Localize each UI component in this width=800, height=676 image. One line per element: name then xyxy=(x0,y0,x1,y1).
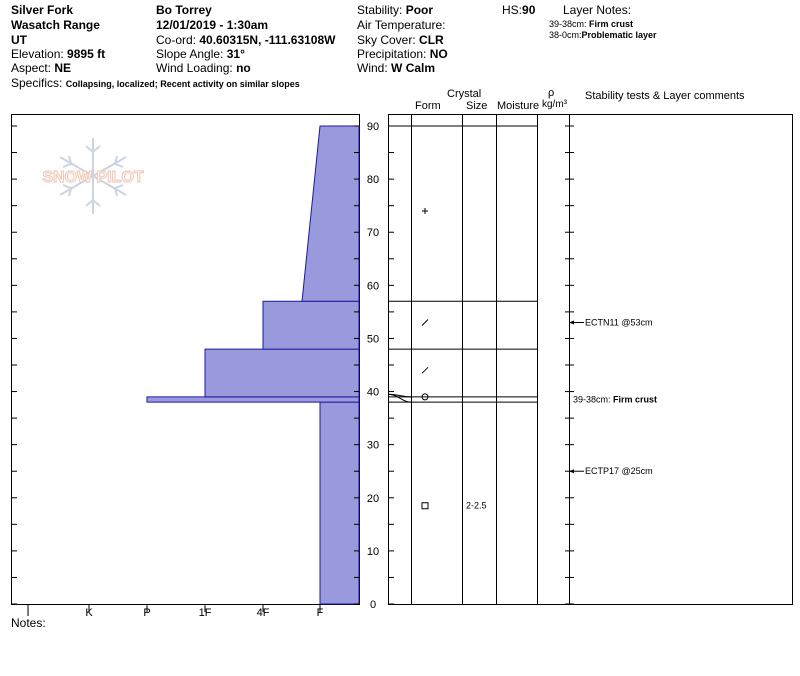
size-header: Size xyxy=(466,100,488,112)
x-tick-label: K xyxy=(85,607,93,619)
slope-value: 31° xyxy=(226,47,245,61)
location: Silver Fork xyxy=(11,3,74,17)
hardness-layer-bar xyxy=(263,301,359,349)
y-tick-label: 90 xyxy=(366,121,380,133)
elevation-value: 9895 ft xyxy=(67,47,106,61)
state: UT xyxy=(11,33,27,47)
layer-note-text: Problematic layer xyxy=(581,30,657,40)
coord-value: 40.60315N, -111.63108W xyxy=(199,33,336,47)
layer-comment-text: Firm crust xyxy=(613,394,658,405)
y-tick-label: 50 xyxy=(366,333,380,346)
range: Wasatch Range xyxy=(11,18,100,32)
form-header: Form xyxy=(415,100,441,112)
hs-value: 90 xyxy=(522,3,536,17)
elevation-label: Elevation: xyxy=(11,47,64,61)
wind-loading-value: no xyxy=(236,61,251,75)
rho-header: ρ xyxy=(548,87,555,99)
crystal-header: Crystal xyxy=(447,88,482,100)
precip-label: Precipitation: xyxy=(357,47,427,61)
moisture-header: Moisture xyxy=(497,100,540,112)
stability-value: Poor xyxy=(405,3,434,17)
stability-test-label: ECTP17 @25cm xyxy=(585,466,653,477)
x-tick-label: 4F xyxy=(256,607,270,619)
grain-form-symbol xyxy=(422,320,428,326)
snowpilot-watermark xyxy=(42,138,144,214)
layer-comment xyxy=(573,395,657,405)
layer-note-range: 39-38cm: xyxy=(549,19,587,29)
x-tick-label: 1F xyxy=(198,607,212,619)
stability-label: Stability: xyxy=(357,3,403,17)
hardness-layer-bar xyxy=(147,397,359,402)
stability-tests-header: Stability tests & Layer comments xyxy=(585,90,745,102)
y-tick-label: 60 xyxy=(366,280,380,293)
sky-value: CLR xyxy=(419,33,444,47)
specifics-value: Collapsing, localized; Recent activity on similar slopes xyxy=(65,79,300,89)
coord-label: Co-ord: xyxy=(156,33,197,47)
y-tick-label: 0 xyxy=(369,599,377,611)
wind-value: W Calm xyxy=(391,61,436,75)
hardness-layer-bar xyxy=(205,349,359,397)
density-unit-header: kg/m³ xyxy=(542,99,567,110)
y-tick-label: 20 xyxy=(366,492,380,505)
sky-label: Sky Cover: xyxy=(357,33,416,47)
slope-label: Slope Angle: xyxy=(156,47,224,61)
notes-label: Notes: xyxy=(11,616,46,630)
air-temp-label: Air Temperature: xyxy=(357,18,446,32)
grain-form-symbol xyxy=(422,503,428,509)
layer-comment-range: 39-38cm: xyxy=(573,394,614,405)
layer-note-range: 38-0cm: xyxy=(549,30,582,40)
hs-label: HS: xyxy=(502,3,523,17)
aspect-label: Aspect: xyxy=(11,61,52,75)
watermark-text: SNOW PILOT xyxy=(42,169,144,186)
grain-size-label: 2-2.5 xyxy=(466,500,487,511)
observer: Bo Torrey xyxy=(156,3,212,17)
stability-test-label: ECTN11 @53cm xyxy=(585,317,653,328)
x-tick-label: I xyxy=(26,607,30,619)
layer-notes-title: Layer Notes: xyxy=(563,3,632,17)
y-tick-label: 70 xyxy=(366,227,380,240)
wind-label: Wind: xyxy=(357,61,388,75)
grain-form-symbol xyxy=(422,367,428,373)
y-tick-label: 10 xyxy=(366,545,380,558)
y-tick-label: 30 xyxy=(366,439,380,452)
precip-value: NO xyxy=(429,47,448,61)
x-tick-label: P xyxy=(143,607,151,619)
hardness-layer-bar xyxy=(302,126,359,301)
y-tick-label: 40 xyxy=(366,386,380,399)
specifics-label: Specifics: xyxy=(11,76,63,90)
datetime: 12/01/2019 - 1:30am xyxy=(156,18,269,32)
layer-note-text: Firm crust xyxy=(589,19,634,29)
y-tick-label: 80 xyxy=(366,174,380,187)
aspect-value: NE xyxy=(54,61,72,75)
wind-loading-label: Wind Loading: xyxy=(156,61,233,75)
hardness-layer-bar xyxy=(320,402,359,604)
x-tick-label: F xyxy=(316,607,324,619)
column-dividers xyxy=(412,114,570,604)
layer-table-frame xyxy=(389,115,793,605)
